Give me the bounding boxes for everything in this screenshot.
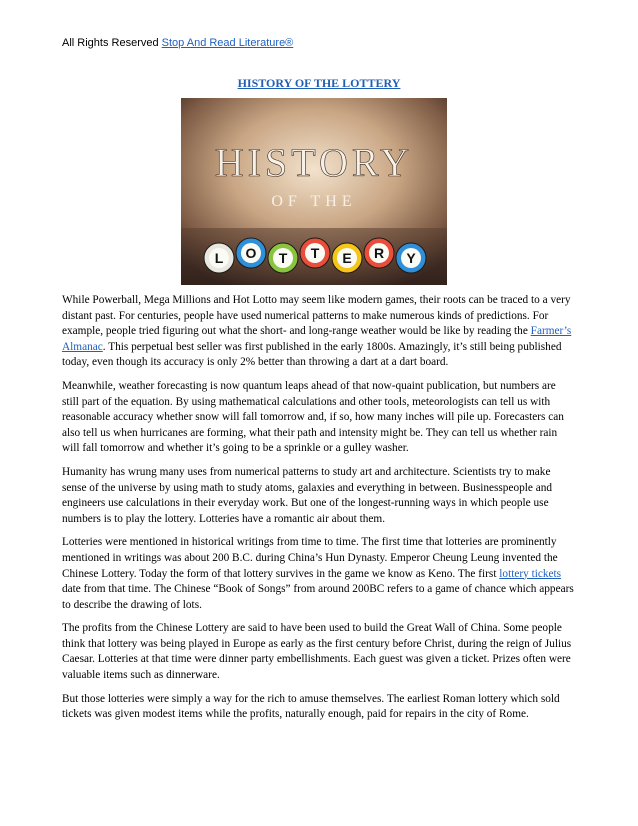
lottery-ball-letter: R xyxy=(373,245,385,261)
lottery-ball xyxy=(396,243,426,273)
lottery-ball xyxy=(364,238,394,268)
lottery-ball-letter: O xyxy=(245,245,257,261)
farmers-almanac-link[interactable]: Farmer’s Almanac xyxy=(62,325,572,353)
paragraph-2: Meanwhile, weather forecasting is now quantum leaps ahead of that now-quaint publication, but numbers are still part of the equation. By using mathematical calculations and other tools, meteorologists can tell us with reasonable accuracy whether snow will fall tomorrow and, if so, how many inches will pile up. Forecasters can also tell us when hurricanes are forming, what their path and intensity might be. They can tell us whether rain will fall tomorrow and whether it’s going to be a sprinkle or a gulley washer. xyxy=(62,379,564,455)
lottery-ball-letter: L xyxy=(214,250,224,266)
header-site-link[interactable]: Stop And Read Literature® xyxy=(161,37,294,49)
header-rights-text: All Rights Reserved xyxy=(62,37,159,49)
paragraph-1-text-b: . This perpetual best seller was first published in the early 1800s. Amazingly, it’s still being published today, even though its accuracy is only 2% better than throwing a dart at a dart board. xyxy=(62,340,562,369)
paragraph-4-text-b: date from that time. The Chinese “Book of Songs” from around 200BC refers to a game of chance which appears to describe the drawing of lots. xyxy=(62,583,574,611)
paragraph-1 xyxy=(62,293,574,371)
paragraph-5: The profits from the Chinese Lottery are said to have been used to build the Great Wall of China. Some people think that lottery was being played in Europe as early as the first century before Christ, during the reign of Julius Caesar. Lotteries at that time were dinner party embellishments. Each guest was given a ticket. Prizes often were valuable items such as dinnerware. xyxy=(62,622,572,682)
lottery-ball-letter: Y xyxy=(406,250,416,266)
lottery-ball xyxy=(300,238,330,268)
hero-image xyxy=(181,98,447,285)
lottery-ball xyxy=(236,238,266,268)
document-title: HISTORY OF THE LOTTERY xyxy=(237,76,401,90)
hero-text-line1: HISTORY xyxy=(214,140,414,185)
lottery-ball xyxy=(332,243,362,273)
lottery-ball-letter: T xyxy=(278,250,288,266)
paragraph-6: But those lotteries were simply a way for the rich to amuse themselves. The earliest Roman lottery which sold tickets was given modest items while the profits, naturally enough, paid for repairs in the city of Rome. xyxy=(62,692,560,721)
paragraph-1-text-a: While Powerball, Mega Millions and Hot Lotto may seem like modern games, their roots can be traced to a very distant past. For centuries, people have used numerical patterns to make numerous kinds of predictions. For example, people tried figuring out what the short- and long-range weather would be like by reading the xyxy=(62,294,571,338)
page-header xyxy=(62,37,293,49)
paragraph-4-text-a: Lotteries were mentioned in historical writings from time to time. The first time that lotteries are prominently mentioned in writings was about 200 B.C. during China’s Hun Dynasty. Emperor Cheung Leung invented the Chinese Lottery. Today the form of that lottery survives in the game we know as Keno. The first xyxy=(62,536,558,580)
paragraph-3: Humanity has wrung many uses from numerical patterns to study art and architecture. Scientists try to make sense of the universe by using math to study atoms, galaxies and everything in between. Businesspeople and engineers use calculations in their everyday work. But one of the longest-running ways in which people use numbers is to play the lottery. Lotteries have a romantic air about them. xyxy=(62,465,553,525)
paragraph-4 xyxy=(62,535,574,613)
lottery-ball-letter: T xyxy=(310,245,320,261)
lottery-ball-letter: E xyxy=(342,250,352,266)
lottery-tickets-link[interactable]: lottery tickets xyxy=(499,567,562,580)
hero-text-line2: OF THE xyxy=(271,193,357,210)
lottery-ball xyxy=(204,243,234,273)
article-body xyxy=(62,293,574,731)
hero-illustration xyxy=(181,98,447,285)
lottery-ball xyxy=(268,243,298,273)
